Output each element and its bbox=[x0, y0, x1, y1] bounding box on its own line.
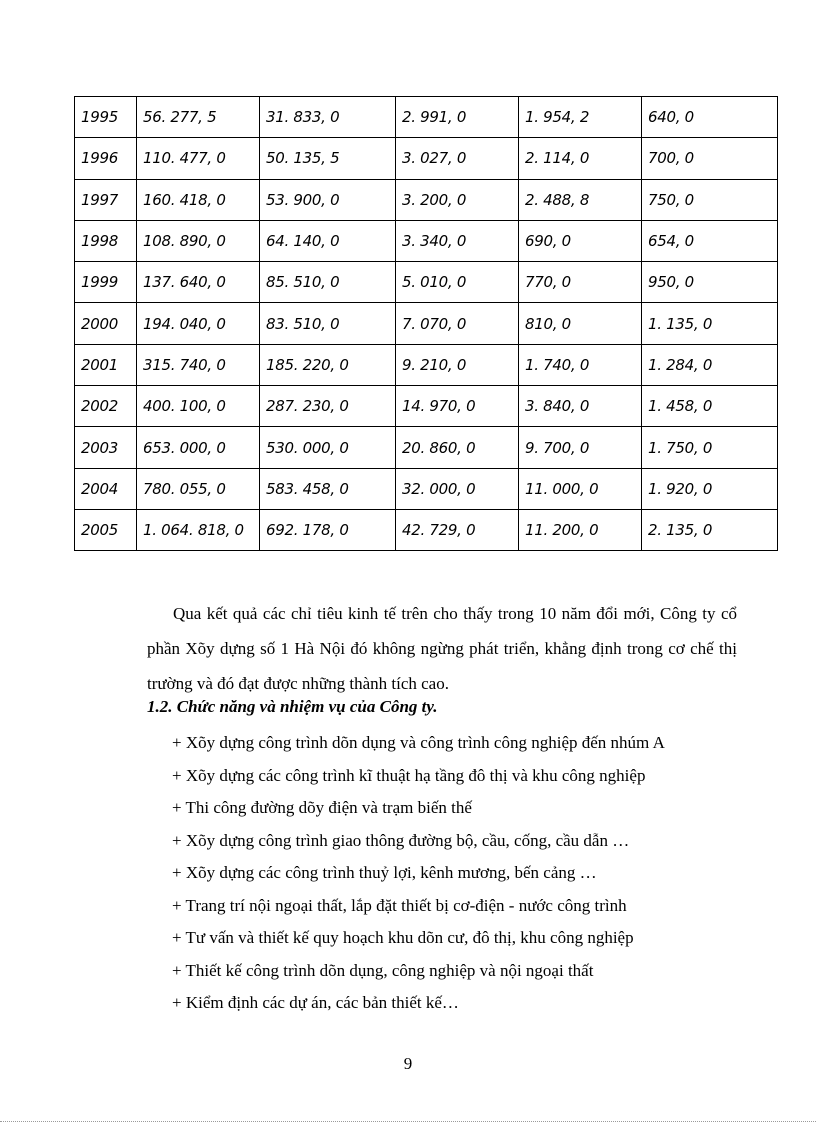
section-heading: 1.2. Chức năng và nhiệm vụ của Công ty. bbox=[147, 697, 438, 716]
list-item: + Xõy dựng công trình giao thông đường bộ, cầu, cống, cầu dẫn … bbox=[172, 830, 630, 850]
value-cell: 1. 458, 0 bbox=[642, 386, 778, 427]
table-row bbox=[75, 386, 778, 427]
value-cell: 194. 040, 0 bbox=[137, 303, 260, 344]
value-cell: 137. 640, 0 bbox=[137, 262, 260, 303]
value-cell: 160. 418, 0 bbox=[137, 179, 260, 220]
table-row bbox=[75, 427, 778, 468]
year-cell: 1995 bbox=[75, 97, 137, 138]
value-cell: 640, 0 bbox=[642, 97, 778, 138]
year-cell: 2001 bbox=[75, 344, 137, 385]
value-cell: 530. 000, 0 bbox=[260, 427, 396, 468]
table-row bbox=[75, 509, 778, 550]
value-cell: 810, 0 bbox=[519, 303, 642, 344]
value-cell: 400. 100, 0 bbox=[137, 386, 260, 427]
year-cell: 2002 bbox=[75, 386, 137, 427]
table-row bbox=[75, 468, 778, 509]
value-cell: 1. 064. 818, 0 bbox=[137, 509, 260, 550]
value-cell: 9. 210, 0 bbox=[396, 344, 519, 385]
year-cell: 2000 bbox=[75, 303, 137, 344]
value-cell: 32. 000, 0 bbox=[396, 468, 519, 509]
year-cell: 2003 bbox=[75, 427, 137, 468]
table-row bbox=[75, 262, 778, 303]
economic-indicators-table bbox=[74, 96, 778, 551]
value-cell: 50. 135, 5 bbox=[260, 138, 396, 179]
value-cell: 2. 488, 8 bbox=[519, 179, 642, 220]
year-cell: 1996 bbox=[75, 138, 137, 179]
year-cell: 1999 bbox=[75, 262, 137, 303]
value-cell: 3. 200, 0 bbox=[396, 179, 519, 220]
table-row bbox=[75, 344, 778, 385]
value-cell: 185. 220, 0 bbox=[260, 344, 396, 385]
page-number: 9 bbox=[403, 1054, 413, 1073]
list-item: + Thi công đường dõy điện và trạm biến thế bbox=[172, 798, 472, 817]
value-cell: 950, 0 bbox=[642, 262, 778, 303]
list-item: + Xõy dựng các công trình kĩ thuật hạ tầng đô thị và khu công nghiệp bbox=[172, 765, 646, 785]
value-cell: 108. 890, 0 bbox=[137, 220, 260, 261]
value-cell: 5. 010, 0 bbox=[396, 262, 519, 303]
value-cell: 700, 0 bbox=[642, 138, 778, 179]
value-cell: 9. 700, 0 bbox=[519, 427, 642, 468]
list-item: + Tư vấn và thiết kế quy hoạch khu dõn cư, đô thị, khu công nghiệp bbox=[172, 928, 634, 947]
duties-list bbox=[172, 727, 742, 1020]
value-cell: 287. 230, 0 bbox=[260, 386, 396, 427]
value-cell: 653. 000, 0 bbox=[137, 427, 260, 468]
list-item: + Thiết kế công trình dõn dụng, công nghiệp và nội ngoại thất bbox=[172, 960, 594, 980]
list-item: + Xõy dựng các công trình thuỷ lợi, kênh mương, bến cảng … bbox=[172, 863, 597, 882]
value-cell: 3. 027, 0 bbox=[396, 138, 519, 179]
value-cell: 3. 840, 0 bbox=[519, 386, 642, 427]
value-cell: 11. 200, 0 bbox=[519, 509, 642, 550]
value-cell: 780. 055, 0 bbox=[137, 468, 260, 509]
value-cell: 31. 833, 0 bbox=[260, 97, 396, 138]
value-cell: 2. 114, 0 bbox=[519, 138, 642, 179]
year-cell: 1997 bbox=[75, 179, 137, 220]
value-cell: 7. 070, 0 bbox=[396, 303, 519, 344]
table-row bbox=[75, 179, 778, 220]
value-cell: 64. 140, 0 bbox=[260, 220, 396, 261]
value-cell: 3. 340, 0 bbox=[396, 220, 519, 261]
value-cell: 315. 740, 0 bbox=[137, 344, 260, 385]
value-cell: 14. 970, 0 bbox=[396, 386, 519, 427]
table-row bbox=[75, 97, 778, 138]
value-cell: 85. 510, 0 bbox=[260, 262, 396, 303]
value-cell: 1. 920, 0 bbox=[642, 468, 778, 509]
value-cell: 750, 0 bbox=[642, 179, 778, 220]
value-cell: 1. 954, 2 bbox=[519, 97, 642, 138]
value-cell: 692. 178, 0 bbox=[260, 509, 396, 550]
summary-paragraph: Qua kết quả các chỉ tiêu kinh tế trên cho thấy trong 10 năm đổi mới, Công ty cổ phần Xõy dựng số 1 Hà Nội đó không ngừng phát triển, khẳng định trong cơ chế thị trường và đó đạt được những thành tích cao. bbox=[147, 604, 737, 693]
year-cell: 2004 bbox=[75, 468, 137, 509]
value-cell: 20. 860, 0 bbox=[396, 427, 519, 468]
table-row bbox=[75, 303, 778, 344]
value-cell: 110. 477, 0 bbox=[137, 138, 260, 179]
value-cell: 53. 900, 0 bbox=[260, 179, 396, 220]
list-item: + Trang trí nội ngoại thất, lắp đặt thiết bị cơ-điện - nước công trình bbox=[172, 895, 627, 915]
value-cell: 1. 740, 0 bbox=[519, 344, 642, 385]
value-cell: 11. 000, 0 bbox=[519, 468, 642, 509]
list-item: + Kiểm định các dự án, các bản thiết kế… bbox=[172, 993, 459, 1012]
value-cell: 1. 750, 0 bbox=[642, 427, 778, 468]
table-body bbox=[75, 97, 778, 551]
value-cell: 1. 135, 0 bbox=[642, 303, 778, 344]
year-cell: 1998 bbox=[75, 220, 137, 261]
year-cell: 2005 bbox=[75, 509, 137, 550]
page-bottom-rule bbox=[0, 1121, 816, 1122]
value-cell: 770, 0 bbox=[519, 262, 642, 303]
value-cell: 2. 135, 0 bbox=[642, 509, 778, 550]
value-cell: 83. 510, 0 bbox=[260, 303, 396, 344]
table-row bbox=[75, 220, 778, 261]
value-cell: 1. 284, 0 bbox=[642, 344, 778, 385]
value-cell: 2. 991, 0 bbox=[396, 97, 519, 138]
table-row bbox=[75, 138, 778, 179]
value-cell: 56. 277, 5 bbox=[137, 97, 260, 138]
value-cell: 42. 729, 0 bbox=[396, 509, 519, 550]
value-cell: 654, 0 bbox=[642, 220, 778, 261]
value-cell: 583. 458, 0 bbox=[260, 468, 396, 509]
value-cell: 690, 0 bbox=[519, 220, 642, 261]
list-item: + Xõy dựng công trình dõn dụng và công trình công nghiệp đến nhúm A bbox=[172, 733, 665, 752]
